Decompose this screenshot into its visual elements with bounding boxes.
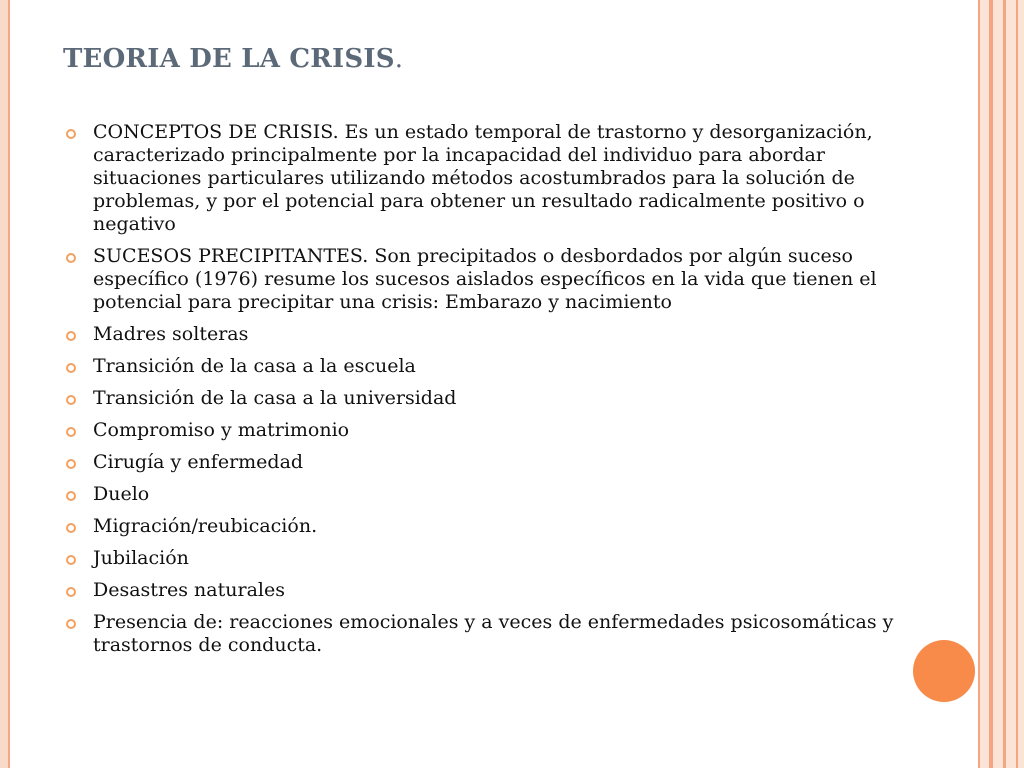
hollow-circle-icon xyxy=(66,491,76,501)
decorative-circle xyxy=(913,640,975,702)
slide-title-period: . xyxy=(394,44,404,74)
bullet-text: Compromiso y matrimonio xyxy=(93,419,350,441)
bullet-item xyxy=(66,483,896,506)
bullet-item xyxy=(66,579,896,602)
bullet-text: Madres solteras xyxy=(93,323,249,345)
left-border-line xyxy=(8,0,10,768)
bullet-item xyxy=(66,355,896,378)
bullet-list xyxy=(66,121,896,666)
slide-title xyxy=(63,44,403,74)
hollow-circle-icon xyxy=(66,395,76,405)
hollow-circle-icon xyxy=(66,523,76,533)
hollow-circle-icon xyxy=(66,619,76,629)
bullet-item xyxy=(66,451,896,474)
bullet-text: Cirugía y enfermedad xyxy=(93,451,304,473)
bullet-text: Duelo xyxy=(93,483,150,505)
bullet-item xyxy=(66,547,896,570)
hollow-circle-icon xyxy=(66,331,76,341)
bullet-item xyxy=(66,387,896,410)
right-border-line xyxy=(978,0,980,768)
slide-title-text: TEORIA DE LA CRISIS xyxy=(63,44,395,74)
bullet-item xyxy=(66,611,896,657)
bullet-text: Transición de la casa a la escuela xyxy=(93,355,416,377)
bullet-text: SUCESOS PRECIPITANTES. Son precipitados o desbordados por algún suceso específico (1976) resume los sucesos aislados específicos en la vida que tienen el potencial para precipitar una crisis: Embarazo y nacimiento xyxy=(93,245,877,313)
hollow-circle-icon xyxy=(66,427,76,437)
bullet-text: Migración/reubicación. xyxy=(93,515,318,537)
hollow-circle-icon xyxy=(66,587,76,597)
bullet-text: CONCEPTOS DE CRISIS. Es un estado temporal de trastorno y desorganización, caracterizado principalmente por la incapacidad del individuo para abordar situaciones particulares utilizando métodos acostumbrados para la solución de problemas, y por el potencial para obtener un resultado radicalmente positivo o negativo xyxy=(93,121,873,235)
bullet-text: Transición de la casa a la universidad xyxy=(93,387,457,409)
bullet-item xyxy=(66,245,896,314)
bullet-item xyxy=(66,121,896,236)
hollow-circle-icon xyxy=(66,129,76,139)
hollow-circle-icon xyxy=(66,459,76,469)
bullet-text: Desastres naturales xyxy=(93,579,285,601)
bullet-item xyxy=(66,419,896,442)
bullet-item xyxy=(66,323,896,346)
right-border-line xyxy=(989,0,993,768)
bullet-item xyxy=(66,515,896,538)
right-border-line xyxy=(1016,0,1018,768)
hollow-circle-icon xyxy=(66,555,76,565)
bullet-text: Presencia de: reacciones emocionales y a veces de enfermedades psicosomáticas y trastornos de conducta. xyxy=(93,611,894,656)
hollow-circle-icon xyxy=(66,363,76,373)
right-border-line xyxy=(1003,0,1006,768)
bullet-text: Jubilación xyxy=(93,547,189,569)
hollow-circle-icon xyxy=(66,253,76,263)
